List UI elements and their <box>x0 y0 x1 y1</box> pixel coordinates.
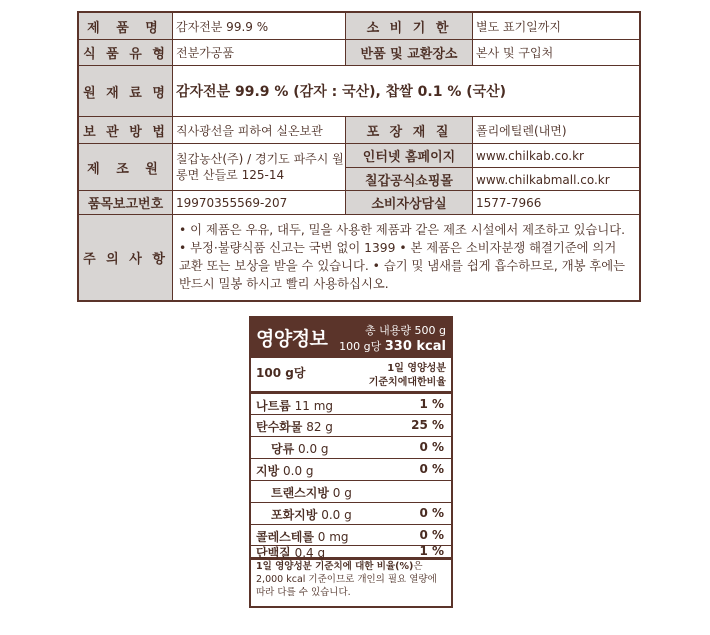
value-return-place: 본사 및 구입처 <box>472 40 639 65</box>
label-expiry: 소 비 기 한 <box>345 13 472 39</box>
label-caution: 주 의 사 항 <box>79 215 172 300</box>
info-row-product-name <box>79 13 639 39</box>
value-food-type: 전분가공품 <box>172 40 345 65</box>
nutrient-name: 포화지방 <box>271 508 318 522</box>
nutrient-name: 당류 <box>271 442 295 456</box>
value-packaging: 폴리에틸렌(내면) <box>472 117 639 143</box>
label-packaging: 포 장 재 질 <box>345 117 472 143</box>
nutrient-row-fat <box>251 459 451 481</box>
nutrient-percent: 0 % <box>419 440 444 454</box>
nutrient-row-sodium <box>251 394 451 415</box>
label-return-place: 반품 및 교환장소 <box>345 40 472 65</box>
nutrient-amount: 0.4 g <box>294 546 326 560</box>
label-food-type: 식 품 유 형 <box>79 40 172 65</box>
label-product-name: 제 품 명 <box>79 13 172 39</box>
nutrition-header <box>251 318 451 358</box>
nutrient-row-cholesterol <box>251 525 451 546</box>
nutrient-name: 단백질 <box>256 546 291 560</box>
nutrition-title: 영양정보 <box>256 328 328 350</box>
nutrition-kcal-value: 330 kcal <box>384 339 446 354</box>
nutrition-dv-header-line2: 기준치에대한비율 <box>368 377 446 388</box>
nutrient-percent: 1 % <box>419 544 444 558</box>
nutrient-amount: 0.0 g <box>283 464 314 478</box>
info-row-caution <box>79 214 639 300</box>
value-expiry: 별도 표기일까지 <box>472 13 639 39</box>
label-manufacturer: 제 조 원 <box>79 144 172 190</box>
nutrition-footnote <box>256 560 448 599</box>
nutrient-row-carbohydrate <box>251 415 451 437</box>
nutrient-name: 트랜스지방 <box>271 486 329 500</box>
info-row-ingredients <box>79 65 639 116</box>
nutrition-per-label: 100 g당 <box>339 340 382 353</box>
label-customer-service: 소비자상담실 <box>345 191 472 214</box>
nutrition-dv-header <box>369 362 446 390</box>
nutrition-facts-panel <box>249 316 453 608</box>
value-caution: • 이 제품은 우유, 대두, 밀을 사용한 제품과 같은 제조 시설에서 제조하고 있습니다. • 부정·불량식품 신고는 국번 없이 1399 • 본 제품은 소비자분쟁 해결기준에 의거 교환 또는 보상을 받을 수 있습니다. • 습기 및 냄새를 쉽게 흡수하므로, 개봉 후에는 반드시 밀봉 하시고 빨리 사용하십시오. <box>172 215 639 300</box>
nutrition-subheader <box>251 358 451 394</box>
nutrient-row-saturated-fat <box>251 503 451 525</box>
nutrient-percent: 0 % <box>419 528 444 542</box>
info-row-storage <box>79 116 639 143</box>
footnote-bold: 1일 영양성분 기준치에 대한 비율(%) <box>256 561 414 572</box>
nutrient-amount: 0.0 g <box>321 508 352 522</box>
label-report-number: 품목보고번호 <box>79 191 172 214</box>
label-storage: 보 관 방 법 <box>79 117 172 143</box>
nutrient-name: 지방 <box>256 464 280 478</box>
label-homepage: 인터넷 홈페이지 <box>345 144 472 167</box>
nutrient-row-sugars <box>251 437 451 459</box>
value-homepage[interactable]: www.chilkab.co.kr <box>472 144 639 167</box>
value-manufacturer: 칠갑농산(주) / 경기도 파주시 월롱면 산들로 125-14 <box>172 144 345 190</box>
info-row-manufacturer <box>79 143 639 190</box>
nutrition-calories <box>339 338 446 354</box>
label-ingredients: 원 재 료 명 <box>79 66 172 116</box>
nutrient-amount: 0.0 g <box>298 442 329 456</box>
nutrient-row-trans-fat <box>251 481 451 503</box>
nutrient-amount: 82 g <box>306 420 333 434</box>
footnote-rest: 2,000 kcal 기준이므로 개인의 필요 열량에 따라 다를 수 있습니다. <box>256 574 437 598</box>
product-info-table <box>77 11 641 302</box>
nutrition-basis: 100 g당 <box>256 366 306 380</box>
value-customer-service: 1577-7966 <box>472 191 639 214</box>
info-row-food-type <box>79 39 639 65</box>
nutrient-amount: 0 g <box>332 486 352 500</box>
nutrient-percent: 1 % <box>419 397 444 411</box>
info-row-report-number <box>79 190 639 214</box>
footnote-tail: 은 <box>413 561 423 572</box>
value-shopping-mall[interactable]: www.chilkabmall.co.kr <box>472 167 639 191</box>
nutrient-percent: 0 % <box>419 506 444 520</box>
nutrient-amount: 0 mg <box>317 530 349 544</box>
nutrient-amount: 11 mg <box>294 399 333 413</box>
nutrient-name: 콜레스테롤 <box>256 530 314 544</box>
value-storage: 직사광선을 피하여 실온보관 <box>172 117 345 143</box>
value-ingredients: 감자전분 99.9 % (감자 : 국산), 찹쌀 0.1 % (국산) <box>172 66 639 116</box>
nutrient-row-protein <box>251 546 451 560</box>
nutrient-name: 나트륨 <box>256 399 291 413</box>
nutrition-dv-header-line1: 1일 영양성분 <box>387 363 446 374</box>
nutrient-percent: 0 % <box>419 462 444 476</box>
nutrient-name: 탄수화물 <box>256 420 303 434</box>
nutrition-total-content: 총 내용량 500 g <box>365 324 446 337</box>
nutrient-percent: 25 % <box>411 418 444 432</box>
label-shopping-mall: 칠갑공식쇼핑몰 <box>345 167 472 191</box>
value-product-name: 감자전분 99.9 % <box>172 13 345 39</box>
value-report-number: 19970355569-207 <box>172 191 345 214</box>
